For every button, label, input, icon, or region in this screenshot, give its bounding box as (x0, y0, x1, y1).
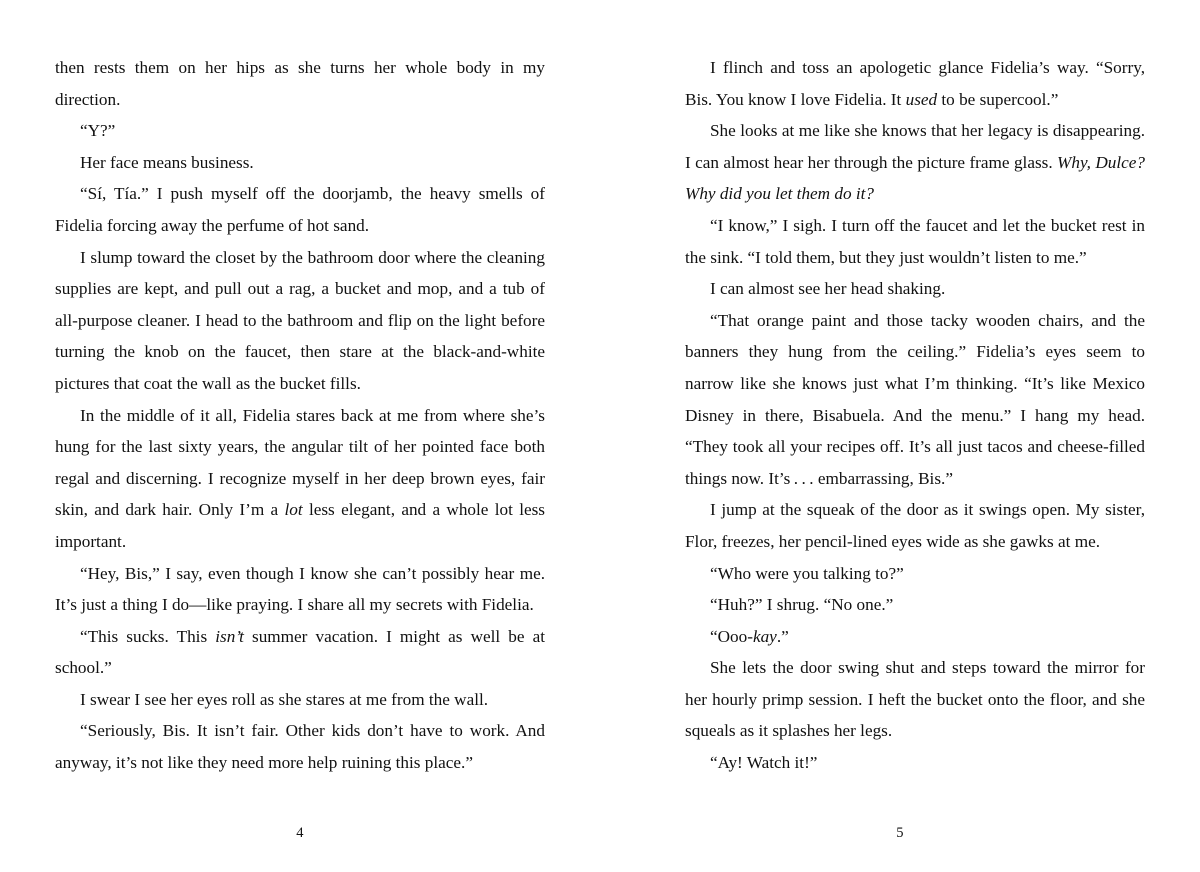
paragraph: She lets the door swing shut and steps toward the mirror for her hourly primp session. I heft the bucket onto the floor, and she squeals as it splashes her legs. (685, 658, 1145, 741)
paragraph: In the middle of it all, Fidelia stares back at me from where she’s hung for the last sixty years, the angular tilt of her pointed face both regal and discerning. I recognize myself in her deep brown eyes, fair skin, and dark hair. Only I’m a lot less elegant, and a whole lot less important. (55, 405, 545, 551)
paragraph: I slump toward the closet by the bathroom door where the cleaning supplies are kept, and pull out a rag, a bucket and mop, and a tub of all-purpose cleaner. I head to the bathroom and flip on the light before turning the knob on the faucet, then stare at the black-and-white pictures that coat the wall as the bucket fills. (55, 247, 545, 393)
paragraph: Her face means business. (80, 152, 254, 172)
paragraph: I flinch and toss an apologetic glance Fidelia’s way. “Sorry, Bis. You know I love Fidelia. It used to be supercool.” (685, 58, 1145, 109)
paragraph: “Y?” (80, 121, 116, 141)
page-number-left: 4 (296, 825, 304, 841)
page-number-right: 5 (896, 825, 904, 841)
paragraph: “Sí, Tía.” I push myself off the doorjamb, the heavy smells of Fidelia forcing away the perfume of hot sand. (55, 184, 545, 235)
paragraph: “This sucks. This isn’t summer vacation. I might as well be at school.” (55, 626, 545, 678)
paragraph: “Seriously, Bis. It isn’t fair. Other kids don’t have to work. And anyway, it’s not like they need more help ruining this place.” (55, 721, 545, 773)
paragraph: She looks at me like she knows that her legacy is disappearing. I can almost hear her through the picture frame glass. Why, Dulce? Why did you let them do it? (685, 121, 1145, 204)
paragraph: “Who were you talking to?” (710, 563, 904, 583)
paragraph: I swear I see her eyes roll as she stares at me from the wall. (80, 689, 489, 709)
paragraph: I jump at the squeak of the door as it swings open. My sister, Flor, freezes, her pencil-lined eyes wide as she gawks at me. (685, 500, 1145, 551)
paragraph: “Hey, Bis,” I say, even though I know she can’t possibly hear me. It’s just a thing I do—like praying. I share all my secrets with Fidelia. (55, 563, 545, 615)
paragraph: “Ay! Watch it!” (710, 753, 818, 773)
paragraph: “That orange paint and those tacky wooden chairs, and the banners they hung from the ceiling.” Fidelia’s eyes seem to narrow like she knows just what I’m thinking. “It’s like Mexico Disney in there, Bisabuela. And the menu.” I hang my head. “They took all your recipes off. It’s all just tacos and cheese-filled things now. It’s . . . embarrassing, Bis.” (685, 310, 1145, 488)
paragraph: “Ooo-kay.” (710, 626, 789, 646)
left-page-text-column (55, 52, 545, 779)
right-page (600, 0, 1200, 872)
right-page-text-column (685, 52, 1145, 779)
paragraph: I can almost see her head shaking. (710, 279, 946, 299)
paragraph: then rests them on her hips as she turns her whole body in my direction. (55, 58, 545, 109)
paragraph: “Huh?” I shrug. “No one.” (710, 595, 894, 615)
paragraph: “I know,” I sigh. I turn off the faucet and let the bucket rest in the sink. “I told them, but they just wouldn’t listen to me.” (685, 215, 1145, 267)
